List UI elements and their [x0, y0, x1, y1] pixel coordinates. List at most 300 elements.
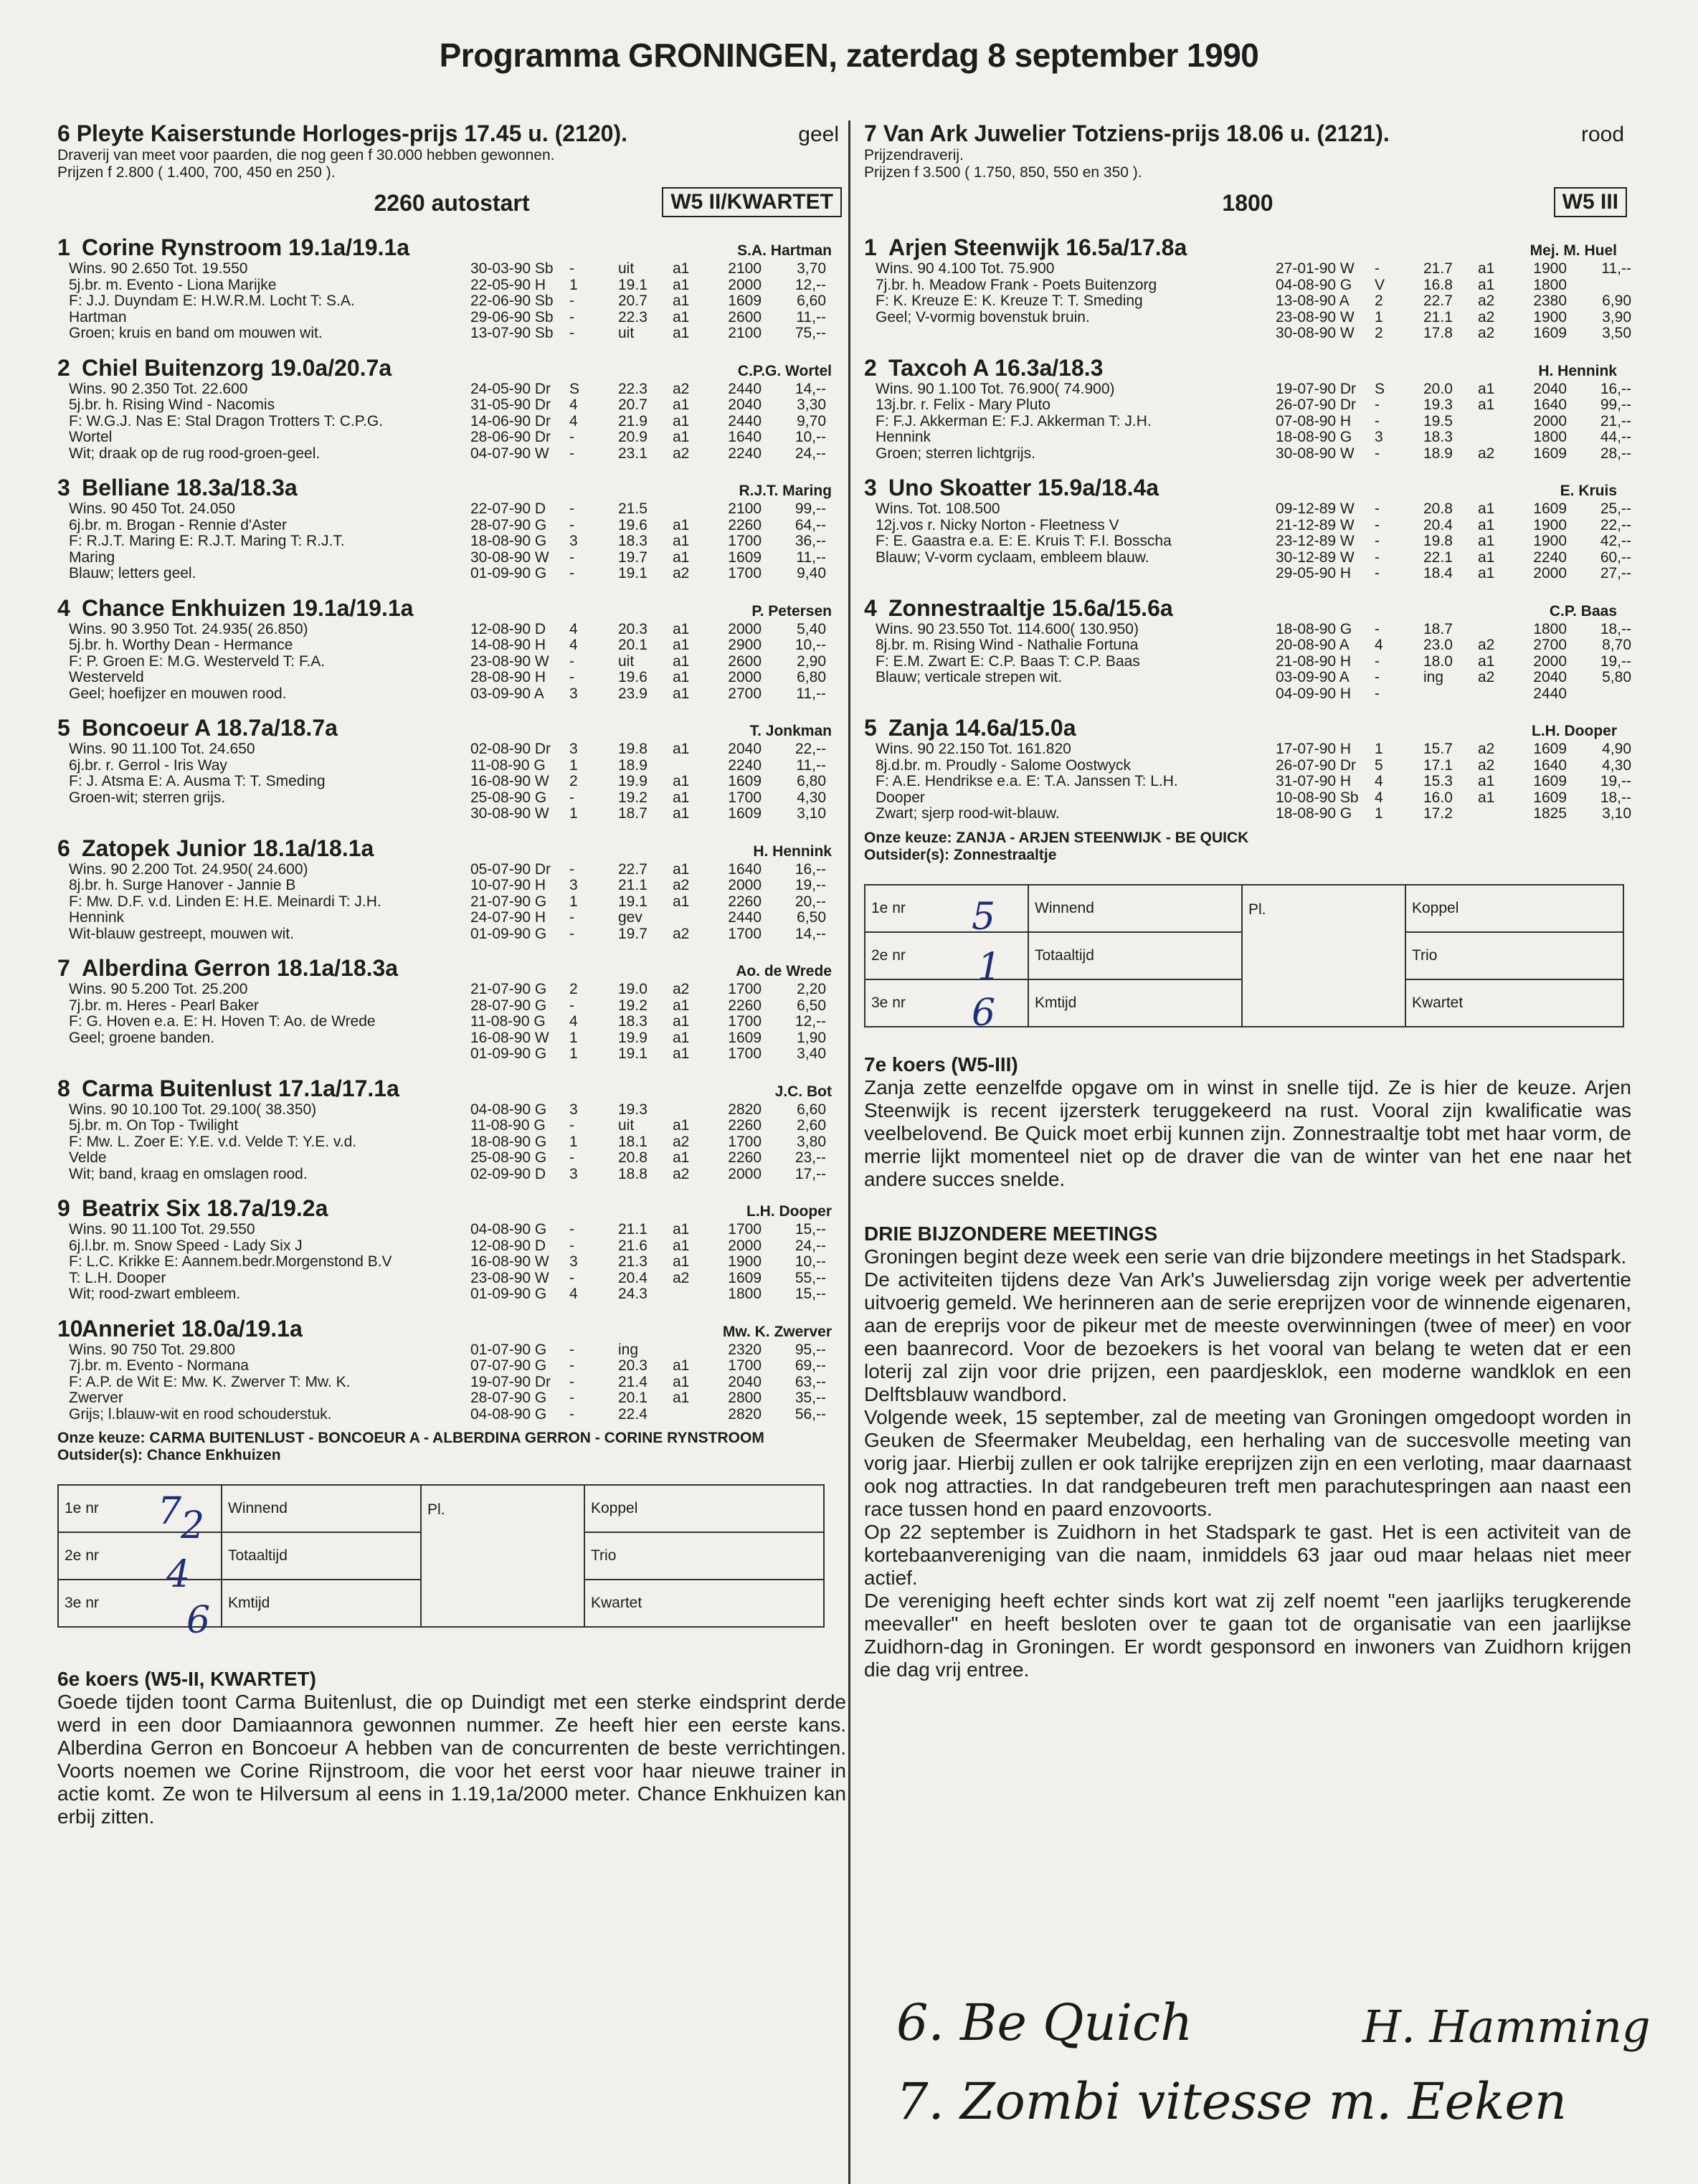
horse-header: [57, 234, 846, 261]
result-cell: 19,--: [1600, 773, 1631, 789]
result-cell: 15,--: [795, 1221, 826, 1238]
result-cell: 6,60: [797, 293, 826, 309]
result-row: [470, 326, 846, 342]
horse-info-line: 6j.l.br. m. Snow Speed - Lady Six J: [69, 1237, 303, 1254]
article-paragraph: Op 22 september is Zuidhorn in het Stadspark te gast. Het is een activiteit van de kortebaanvereniging van die naam, inmiddels 63 jaar oud maar helaas niet meer actief.: [864, 1520, 1631, 1589]
result-cell: 20,--: [795, 893, 826, 910]
result-row: [1276, 381, 1631, 398]
result-cell: 14,--: [795, 925, 826, 942]
horse-name: [57, 1316, 303, 1342]
horse-name: [57, 715, 338, 741]
result-cell: 2,20: [797, 981, 826, 997]
result-cell: 1: [569, 1029, 578, 1046]
horse-info-line: Geel; V-vormig bovenstuk bruin.: [876, 308, 1090, 326]
result-cell: -: [1375, 260, 1380, 277]
result-cell: [598, 1014, 618, 1030]
race-6-horse-list: [57, 234, 846, 1423]
result-cell: 4: [569, 620, 578, 637]
horse-info-line: Groen-wit; sterren grijs.: [69, 789, 226, 806]
result-cell: a1: [673, 308, 690, 326]
result-cell: 4: [1375, 637, 1383, 653]
horse-results: [470, 1102, 846, 1183]
result-cell: 3,10: [1602, 805, 1631, 822]
horse-name-text: Corine Rynstroom 19.1a/19.1a: [82, 234, 410, 260]
horse-info-line: Wins. 90 10.100 Tot. 29.100( 38.350): [69, 1101, 317, 1118]
horse-name: [864, 715, 1076, 741]
result-cell: 2440: [728, 380, 762, 397]
result-cell: 21-07-90 G: [470, 893, 547, 910]
result-row: [470, 1046, 846, 1063]
result-cell: 4: [569, 397, 578, 413]
result-cell: 2100: [728, 500, 762, 517]
result-cell: a1: [673, 893, 690, 910]
handwritten-number: 7: [158, 1490, 182, 1533]
horse-header: [864, 234, 1631, 261]
result-row: [470, 533, 846, 550]
result-cell: a1: [1478, 380, 1495, 397]
horse-driver: Mej. M. Huel: [1529, 242, 1617, 259]
horse-info-line: F: Mw. D.F. v.d. Linden E: H.E. Meinardi T: J.H.: [69, 893, 381, 910]
horse-info-line: Wins. 90 22.150 Tot. 161.820: [876, 741, 1071, 757]
race-7-header: [864, 120, 1631, 147]
horse-info-line: 5j.br. h. Rising Wind - Nacomis: [69, 397, 275, 413]
horse-info-line: 6j.br. r. Gerrol - Iris Way: [69, 756, 227, 774]
horse-info-line: Wit; draak op de rug rood-groen-geel.: [69, 445, 321, 462]
horse-number: 2: [57, 354, 70, 381]
result-cell: 2820: [728, 1405, 762, 1423]
result-cell: 1700: [728, 1013, 762, 1030]
horse-results: [1276, 261, 1631, 342]
race-7-color: rood: [1580, 123, 1624, 146]
result-cell: 1609: [728, 293, 762, 309]
result-row: [470, 910, 846, 926]
result-row: [470, 501, 846, 518]
result-cell: -: [569, 652, 574, 670]
result-cell: 1: [569, 1045, 578, 1062]
result-cell: 07-07-90 G: [470, 1357, 547, 1374]
horse-info-line: Wins. 90 450 Tot. 24.050: [69, 500, 235, 517]
horse-header: [57, 355, 846, 381]
result-cell: 6,90: [1602, 293, 1631, 309]
result-cell: [1403, 518, 1423, 534]
result-cell: 22.3: [618, 308, 648, 326]
result-cell: -: [569, 1237, 574, 1254]
result-label: Trio: [1405, 932, 1623, 979]
result-row: [1276, 429, 1631, 446]
horse-driver: C.P.G. Wortel: [737, 362, 832, 379]
result-cell: S: [1375, 380, 1385, 397]
result-row: [470, 446, 846, 462]
result-cell: a2: [1478, 445, 1495, 462]
result-cell: a1: [673, 533, 690, 549]
result-cell: [598, 637, 618, 654]
result-cell: 12-08-90 D: [470, 620, 546, 637]
horse-info: [57, 982, 470, 1063]
horse-number: 7: [57, 955, 70, 981]
result-cell: [1403, 806, 1423, 822]
result-row: [470, 741, 846, 758]
result-cell: 3,30: [797, 397, 826, 413]
result-row: [1276, 518, 1631, 534]
result-cell: 2,60: [797, 1117, 826, 1134]
horse-info-line: F: E.M. Zwart E: C.P. Baas T: C.P. Baas: [876, 652, 1140, 670]
result-cell: a1: [673, 860, 690, 878]
result-cell: 2240: [728, 445, 762, 462]
article-paragraph: De vereniging heeft echter sinds kort wat zij zelf noemt "een jaarlijks terugkerende meevaller" en heeft besloten over te gaan tot de organisatie van een jaarlijkse Zuidhorn-dag in Groningen. Er wordt gesponsord en inwoners van Zuidhorn krijgen die dag vrij entree.: [864, 1589, 1631, 1681]
result-row: [470, 790, 846, 807]
result-cell: 1640: [1533, 397, 1567, 413]
horse-number: 6: [57, 835, 70, 861]
result-cell: 2260: [728, 893, 762, 910]
result-cell: 2440: [728, 412, 762, 429]
result-cell: 19.1: [618, 565, 648, 581]
result-cell: uit: [618, 1117, 635, 1134]
result-cell: 24-07-90 H: [470, 909, 546, 926]
result-cell: 01-09-90 G: [470, 1045, 547, 1062]
result-cell: 19.3: [1423, 397, 1453, 413]
result-cell: 2000: [728, 877, 762, 893]
result-row: [1276, 774, 1631, 790]
result-row: [1276, 741, 1631, 758]
result-cell: 22-06-90 Sb: [470, 293, 554, 309]
horse-info-line: 8j.d.br. m. Proudly - Salome Oostwyck: [876, 756, 1131, 774]
result-cell: 2040: [1533, 380, 1567, 397]
result-cell: 21.4: [618, 1373, 648, 1390]
horse-header: [57, 715, 846, 741]
race-7-comment: Zanja zette eenzelfde opgave om in winst in snelle tijd. Ze is hier de keuze. Arjen Steenwijk is recent ijzersterk teruggekeerd na rust. Vooral zijn kwalificatie was veelbelovend. Be Quick moet erbij kunnen zijn. Zonnestraaltje tobt met haar vorm, de merrie lijkt momenteel niet op de draver die van de winter van het ene naar het andere succes snelde.: [864, 1076, 1631, 1190]
result-cell: 1609: [1533, 500, 1567, 517]
result-cell: 1: [569, 756, 578, 774]
horse-info-line: Wins. 90 1.100 Tot. 76.900( 74.900): [876, 380, 1115, 397]
result-cell: a1: [673, 1373, 690, 1390]
result-label: 2e nr: [58, 1532, 222, 1580]
result-cell: 22.7: [1423, 293, 1453, 309]
result-cell: -: [569, 1390, 574, 1406]
result-cell: [598, 1222, 618, 1238]
result-cell: 30-12-89 W: [1276, 549, 1355, 566]
result-cell: 24,--: [795, 445, 826, 462]
horse-info: [57, 1222, 470, 1303]
article-paragraph: Groningen begint deze week een serie van drie bijzondere meetings in het Stadspark.: [864, 1245, 1627, 1268]
result-row: [1276, 446, 1631, 462]
result-cell: 21.6: [618, 1237, 648, 1254]
horse-info-line: 6j.br. m. Brogan - Rennie d'Aster: [69, 516, 287, 533]
result-cell: a1: [673, 325, 690, 341]
result-cell: -: [1375, 669, 1380, 685]
result-cell: a1: [673, 1357, 690, 1374]
horse-name: [57, 1076, 399, 1102]
horse-header: [57, 475, 846, 501]
horse-results: [470, 741, 846, 822]
result-cell: a1: [673, 1237, 690, 1254]
horse-name-text: Carma Buitenlust 17.1a/17.1a: [82, 1075, 399, 1101]
result-cell: [598, 1046, 618, 1063]
horse-name: [57, 234, 409, 261]
handwritten-number: 2: [181, 1504, 205, 1547]
horse-body: [864, 741, 1631, 822]
result-cell: 04-08-90 G: [470, 1405, 547, 1423]
result-cell: [1403, 686, 1423, 703]
result-cell: 19.9: [618, 1029, 648, 1046]
race-6-distance-row: [57, 184, 846, 222]
result-row: [470, 414, 846, 430]
result-cell: 5: [1375, 756, 1383, 774]
result-label: 1e nr: [865, 885, 1028, 932]
result-cell: 19-07-90 Dr: [470, 1373, 551, 1390]
result-cell: 14-08-90 H: [470, 637, 546, 653]
result-cell: 1: [569, 805, 578, 822]
result-cell: 28-07-90 G: [470, 1390, 547, 1406]
result-cell: 1800: [1533, 620, 1567, 637]
result-cell: [598, 998, 618, 1015]
horse-number: 4: [864, 594, 877, 621]
result-cell: [1403, 501, 1423, 518]
result-cell: -: [569, 516, 574, 533]
result-cell: 3: [569, 741, 578, 757]
result-cell: 1640: [728, 860, 762, 878]
result-cell: a1: [673, 741, 690, 757]
horse-info-line: Zwerver: [69, 1390, 123, 1406]
result-row: [1276, 637, 1631, 654]
result-cell: a1: [673, 516, 690, 533]
result-cell: [598, 566, 618, 582]
result-cell: 1825: [1533, 805, 1567, 822]
horse-results: [470, 501, 846, 582]
result-cell: 25-08-90 G: [470, 789, 547, 806]
result-label: Totaaltijd: [222, 1532, 421, 1580]
result-row: [470, 1118, 846, 1134]
result-cell: 27,--: [1600, 565, 1631, 581]
result-cell: 12-08-90 D: [470, 1237, 546, 1254]
horse-name-text: Zonnestraaltje 15.6a/15.6a: [888, 594, 1173, 621]
result-cell: 1609: [728, 549, 762, 566]
result-cell: 2320: [728, 1341, 762, 1358]
result-cell: [598, 1271, 618, 1287]
result-cell: [1478, 622, 1507, 638]
result-cell: 17-07-90 H: [1276, 741, 1352, 757]
result-cell: 4,30: [797, 789, 826, 806]
race-6-comment-heading: 6e koers (W5-II, KWARTET): [57, 1668, 316, 1690]
race-7-prizes: Prijzen f 3.500 ( 1.750, 850, 550 en 350 ).: [864, 164, 1142, 181]
horse-number: 5: [864, 715, 877, 741]
result-cell: 23-08-90 W: [470, 1269, 549, 1286]
result-cell: 01-09-90 G: [470, 1286, 547, 1302]
horse-info-line: Hartman: [69, 308, 127, 326]
horse-results: [1276, 741, 1631, 822]
handwritten-number: 6: [186, 1599, 211, 1642]
result-cell: 4: [1375, 789, 1383, 806]
result-cell: 4: [569, 637, 578, 653]
horse-info-line: Westerveld: [69, 669, 144, 685]
result-cell: [598, 518, 618, 534]
result-cell: 2000: [728, 620, 762, 637]
horse-info-line: 7j.br. m. Evento - Normana: [69, 1357, 249, 1374]
result-cell: 21.1: [618, 1221, 648, 1238]
race-6-header: [57, 120, 846, 147]
result-cell: -: [569, 1117, 574, 1134]
result-cell: 18.8: [618, 1165, 648, 1182]
result-cell: 20.7: [618, 293, 648, 309]
result-cell: 23-08-90 W: [1276, 308, 1355, 326]
result-cell: -: [569, 1149, 574, 1166]
result-cell: -: [569, 1341, 574, 1358]
result-cell: -: [569, 308, 574, 326]
result-cell: 14,--: [795, 380, 826, 397]
race-6-color: geel: [798, 123, 839, 146]
result-cell: 2000: [1533, 652, 1567, 670]
race-6-distance: 2260 autostart: [374, 189, 530, 216]
result-cell: [1403, 310, 1423, 326]
result-cell: 6,80: [797, 669, 826, 685]
result-cell: 69,--: [795, 1357, 826, 1374]
result-cell: 1700: [728, 533, 762, 549]
result-cell: [1478, 686, 1507, 703]
horse-body: [57, 741, 846, 822]
horse-info-line: Wins. 90 2.350 Tot. 22.600: [69, 380, 248, 397]
result-label: Kwartet: [584, 1580, 824, 1627]
result-cell: [598, 1150, 618, 1167]
result-cell: 2000: [728, 669, 762, 685]
result-cell: 26-07-90 Dr: [1276, 397, 1357, 413]
result-cell: 1: [1375, 805, 1383, 822]
result-cell: [1403, 446, 1423, 462]
result-cell: 20.4: [618, 1269, 648, 1286]
result-cell: 16.8: [1423, 276, 1453, 293]
result-cell: 10,--: [795, 637, 826, 653]
result-cell: 2260: [728, 516, 762, 533]
result-cell: a2: [673, 925, 690, 942]
result-cell: 1900: [728, 1253, 762, 1270]
horse-info-line: Wins. 90 2.200 Tot. 24.950( 24.600): [69, 860, 308, 878]
horse-info-line: Wit; rood-zwart embleem.: [69, 1286, 241, 1302]
result-cell: 4: [1375, 773, 1383, 789]
result-cell: 20.4: [1423, 516, 1453, 533]
result-cell: -: [1375, 565, 1380, 581]
horse-body: [864, 622, 1631, 703]
result-cell: a2: [673, 981, 690, 997]
race-7-distance-row: [864, 184, 1631, 222]
horse-driver: T. Jonkman: [749, 723, 832, 739]
result-cell: 18.4: [1423, 565, 1453, 581]
horse-number: 5: [57, 715, 70, 741]
handwritten-note: 6. Be Quich: [896, 1993, 1193, 2052]
race-7-distance: 1800: [1222, 189, 1274, 216]
result-cell: [1403, 758, 1423, 774]
result-cell: 1: [569, 893, 578, 910]
horse-info-line: Wit-blauw gestreept, mouwen wit.: [69, 925, 294, 942]
result-row: [470, 310, 846, 326]
result-cell: 20.1: [618, 637, 648, 653]
race-6-outsider: Outsider(s): Chance Enkhuizen: [57, 1447, 281, 1463]
result-row: [470, 429, 846, 446]
horse-number: 1: [864, 234, 877, 260]
result-cell: a2: [673, 1133, 690, 1150]
result-row: [470, 1134, 846, 1151]
result-cell: 24-05-90 Dr: [470, 380, 551, 397]
result-cell: [598, 1254, 618, 1271]
result-cell: 18.3: [618, 533, 648, 549]
result-cell: -: [569, 1405, 574, 1423]
result-cell: -: [569, 860, 574, 878]
result-cell: a1: [673, 293, 690, 309]
result-cell: 64,--: [795, 516, 826, 533]
result-cell: [598, 622, 618, 638]
race-6-conditions: Draverij van meet voor paarden, die nog geen f 30.000 hebben gewonnen.: [57, 147, 555, 163]
horse-name-text: Boncoeur A 18.7a/18.7a: [82, 715, 338, 741]
result-cell: 3: [569, 685, 578, 702]
result-cell: 23.0: [1423, 637, 1453, 653]
result-cell: 10,--: [795, 1253, 826, 1270]
result-cell: 20.8: [1423, 500, 1453, 517]
result-label: Kmtijd: [1028, 979, 1242, 1027]
result-cell: [673, 910, 701, 926]
result-label: Trio: [584, 1532, 824, 1580]
result-cell: [1403, 790, 1423, 807]
result-cell: a1: [1478, 549, 1495, 566]
result-row: [470, 862, 846, 878]
result-cell: -: [569, 789, 574, 806]
result-cell: -: [569, 1221, 574, 1238]
result-cell: [598, 446, 618, 462]
result-cell: 19.8: [1423, 533, 1453, 549]
horse-info: [57, 1102, 470, 1183]
result-cell: [1403, 533, 1423, 550]
result-cell: 28,--: [1600, 445, 1631, 462]
result-row: [470, 998, 846, 1015]
result-cell: [1423, 686, 1478, 703]
result-cell: 2260: [728, 997, 762, 1014]
result-cell: 03-09-90 A: [470, 685, 544, 702]
result-cell: [1403, 293, 1423, 310]
horse-entry: [57, 1316, 846, 1423]
horse-header: [57, 595, 846, 622]
horse-results: [1276, 381, 1631, 462]
result-cell: [598, 1286, 618, 1303]
horse-info-line: 12j.vos r. Nicky Norton - Fleetness V: [876, 516, 1119, 533]
result-cell: -: [569, 260, 574, 277]
result-cell: a1: [673, 1117, 690, 1134]
result-cell: 99,--: [1600, 397, 1631, 413]
result-cell: 2820: [728, 1101, 762, 1118]
result-cell: 30-03-90 Sb: [470, 260, 554, 277]
horse-info-line: Hennink: [69, 909, 125, 926]
result-row: [470, 1254, 846, 1271]
result-cell: 95,--: [795, 1341, 826, 1358]
horse-entry: [57, 955, 846, 1063]
result-cell: -: [1375, 533, 1380, 549]
result-cell: 1700: [728, 1045, 762, 1062]
result-cell: [1478, 414, 1507, 430]
result-row: [470, 926, 846, 943]
result-cell: 20.3: [618, 1357, 648, 1374]
handwritten-signature: H. Hamming: [1362, 2000, 1651, 2053]
result-cell: 3: [569, 1253, 578, 1270]
result-cell: 1,90: [797, 1029, 826, 1046]
result-cell: 8,70: [1602, 637, 1631, 653]
result-cell: -: [569, 997, 574, 1014]
result-cell: ing: [618, 1341, 639, 1358]
horse-info-line: Wins. 90 11.100 Tot. 24.650: [69, 741, 255, 757]
horse-name-text: Uno Skoatter 15.9a/18.4a: [888, 475, 1159, 500]
result-cell: 3,10: [797, 805, 826, 822]
result-cell: uit: [618, 652, 635, 670]
result-cell: [598, 414, 618, 430]
result-cell: 23-08-90 W: [470, 652, 549, 670]
result-cell: 31-05-90 Dr: [470, 397, 551, 413]
result-cell: V: [1375, 276, 1385, 293]
horse-number: 8: [57, 1075, 70, 1101]
result-cell: 16-08-90 W: [470, 773, 549, 789]
